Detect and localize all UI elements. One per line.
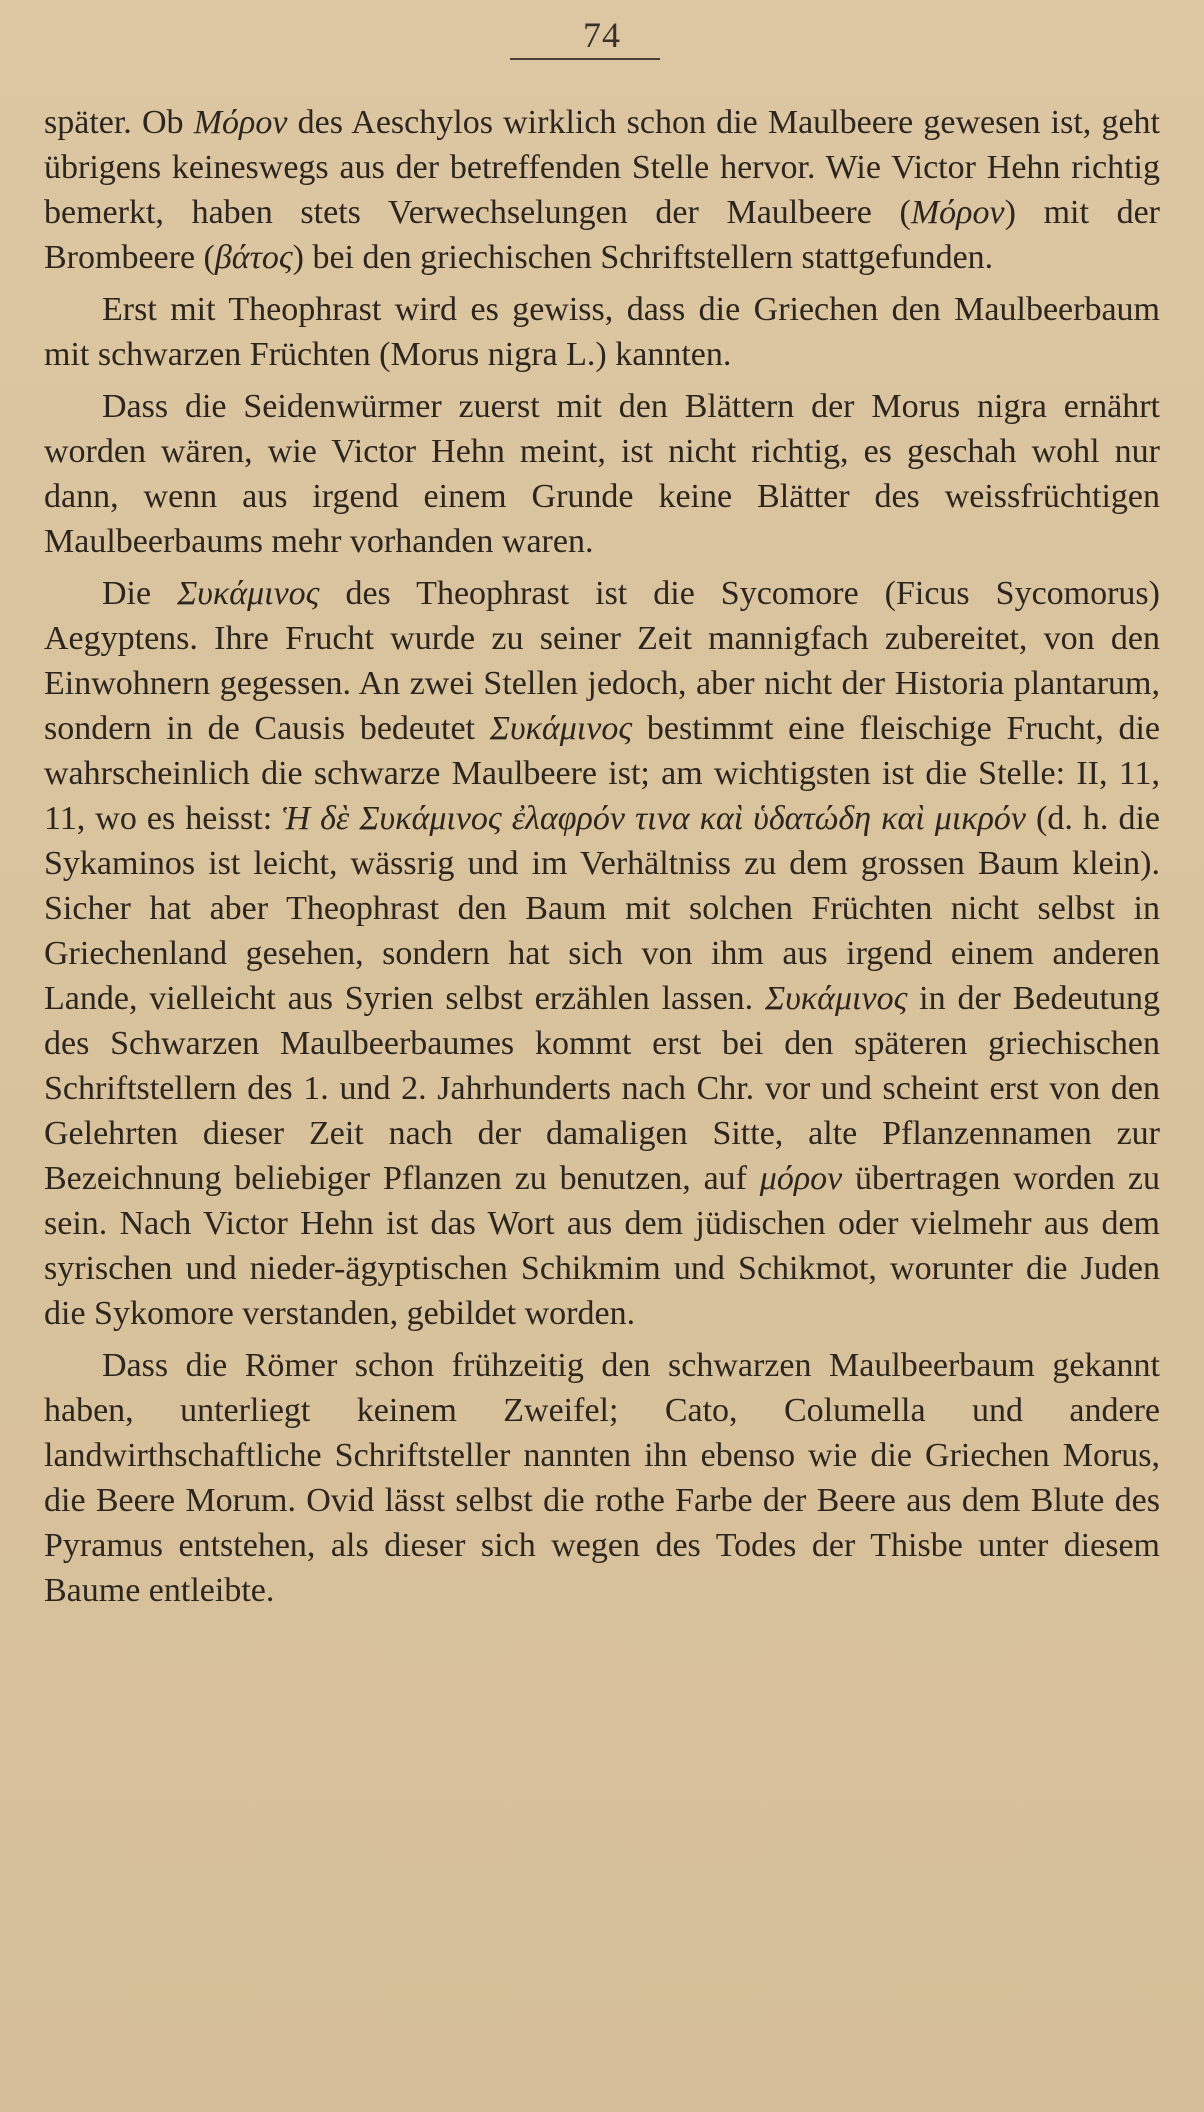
paragraph-3 xyxy=(44,384,1160,564)
text-run: Dass die Seidenwürmer zuerst mit den Blättern der Morus nigra ernährt worden wären, wie Victor Hehn meint, ist nicht richtig, es geschah wohl nur dann, wenn aus irgend einem Grunde keine Blätter des weissfrüchtigen Maulbeerbaums mehr vorhanden waren. xyxy=(44,388,1160,560)
text-run: (d. h. die Sykaminos ist leicht, wässrig und im Verhältniss zu dem grossen Baum klein). Sicher hat aber Theophrast den Baum mit solchen Früchten nicht selbst in Griechenland gesehen, sondern hat sich von ihm aus irgend einem anderen Lande, vielleicht aus Syrien selbst erzählen lassen. xyxy=(44,800,1161,1017)
text-run: übertragen worden zu sein. Nach Victor Hehn ist das Wort aus dem jüdischen oder vielmehr aus dem syrischen und nieder-ägyptischen Schikmim und Schikmot, worunter die Juden die Sykomore verstanden, gebildet worden. xyxy=(44,1160,1161,1332)
paragraph-5 xyxy=(44,1343,1160,1613)
paragraph-1 xyxy=(44,100,1160,280)
text-run: in der Bedeutung des Schwarzen Maulbeerbaumes kommt erst bei den späteren griechischen Schriftstellern des 1. und 2. Jahrhunderts nach Chr. vor und scheint erst von den Gelehrten dieser Zeit nach der damaligen Sitte, alte Pflanzennamen zur Bezeichnung beliebiger Pflanzen zu benutzen, auf xyxy=(44,980,1160,1197)
text-run: des Aeschylos wirklich schon die Maulbeere gewesen ist, geht übrigens keineswegs aus der betreffenden Stelle hervor. Wie Victor Hehn richtig bemerkt, haben stets Verwechselungen der Maulbeere ( xyxy=(44,104,1160,231)
page-number-rule xyxy=(510,58,660,60)
text-run: Die xyxy=(102,575,178,612)
paragraph-4 xyxy=(44,571,1160,1336)
text-run: Dass die Römer schon frühzeitig den schwarzen Maulbeerbaum gekannt haben, unterliegt keinem Zweifel; Cato, Columella und andere landwirthschaftliche Schriftsteller nannten ihn ebenso wie die Griechen Morus, die Beere Morum. Ovid lässt selbst die rothe Farbe der Beere aus dem Blute des Pyramus entstehen, als dieser sich wegen des Todes der Thisbe unter diesem Baume entleibte. xyxy=(44,1347,1160,1609)
greek-term: Συκάμινος xyxy=(177,575,320,612)
greek-term: Μόρον xyxy=(193,104,288,141)
greek-term: Συκάμινος xyxy=(489,710,633,747)
greek-term: μόρον xyxy=(759,1160,843,1197)
greek-quote: Ἡ δὲ Συκάμινος ἐλαφρόν τινα καὶ ὑδατώδη καὶ μικρόν xyxy=(282,800,1027,837)
text-run: ) mit der Brombeere ( xyxy=(44,194,1160,276)
text-run: Erst mit Theophrast wird es gewiss, dass die Griechen den Maulbeerbaum mit schwarzen Früchten (Morus nigra L.) kannten. xyxy=(44,291,1160,373)
greek-term: Μόρον xyxy=(910,194,1005,231)
paragraph-2 xyxy=(44,287,1160,377)
text-run: des Theophrast ist die Sycomore (Ficus Sycomorus) Aegyptens. Ihre Frucht wurde zu seiner Zeit mannigfach zubereitet, von den Einwohnern gegessen. An zwei Stellen jedoch, aber nicht der Historia plantarum, sondern in de Causis bedeutet xyxy=(44,575,1160,747)
text-run: ) bei den griechischen Schriftstellern stattgefunden. xyxy=(292,239,994,276)
body-text xyxy=(44,100,1160,1620)
page-number: 74 xyxy=(583,15,621,55)
text-run: später. Ob xyxy=(44,104,194,141)
greek-term: βάτος xyxy=(214,239,293,276)
text-run: bestimmt eine fleischige Frucht, die wahrscheinlich die schwarze Maulbeere ist; am wichtigsten ist die Stelle: II, 11, 11, wo es heisst: xyxy=(44,710,1160,837)
greek-term: Συκάμινος xyxy=(764,980,908,1017)
